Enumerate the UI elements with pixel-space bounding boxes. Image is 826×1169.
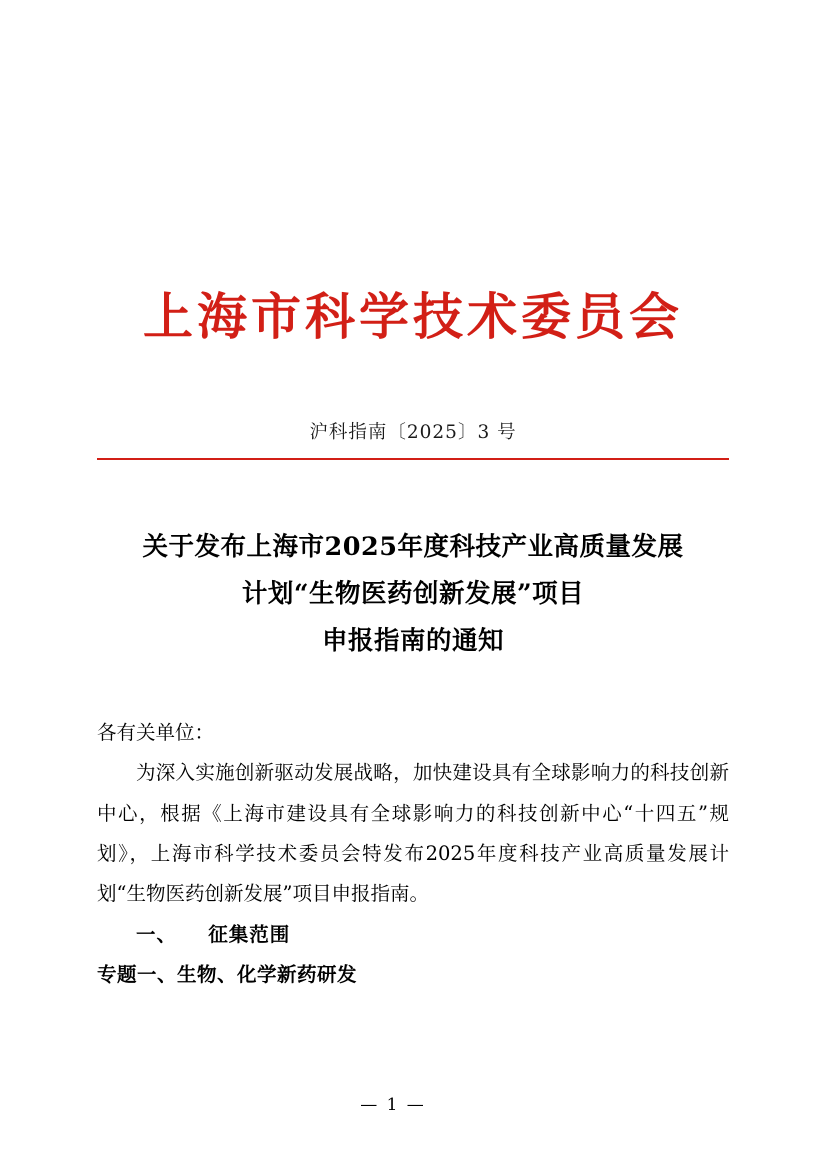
issuing-authority-masthead: 上海市科学技术委员会 <box>143 287 683 346</box>
section-title: 征集范围 <box>208 922 291 946</box>
page-content <box>97 0 729 996</box>
document-number-block <box>97 418 729 444</box>
subsection-heading: 专题一、生物、化学新药研发 <box>97 963 358 987</box>
document-number: 沪科指南〔2025〕3 号 <box>309 421 517 443</box>
opening-paragraph: 为深入实施创新驱动发展战略，加快建设具有全球影响力的科技创新中心，根据《上海市建设具有全球影响力的科技创新中心“十四五”规划》，上海市科学技术委员会特发布2025年度科技产业高质量发展计划“生物医药创新发展”项目申报指南。 <box>97 761 729 906</box>
red-divider-rule <box>97 458 729 460</box>
document-body <box>97 713 729 996</box>
page-footer-number: — 1 — <box>360 1095 426 1115</box>
page-title-line-1: 关于发布上海市2025年度科技产业高质量发展 <box>142 531 684 562</box>
page-title-line-3: 申报指南的通知 <box>321 625 504 656</box>
section-number: 一、 <box>136 922 178 946</box>
page-title <box>97 524 729 666</box>
salutation: 各有关单位： <box>97 721 215 745</box>
section-heading <box>97 915 729 955</box>
page-title-line-2: 计划“生物医药创新发展”项目 <box>241 578 585 609</box>
